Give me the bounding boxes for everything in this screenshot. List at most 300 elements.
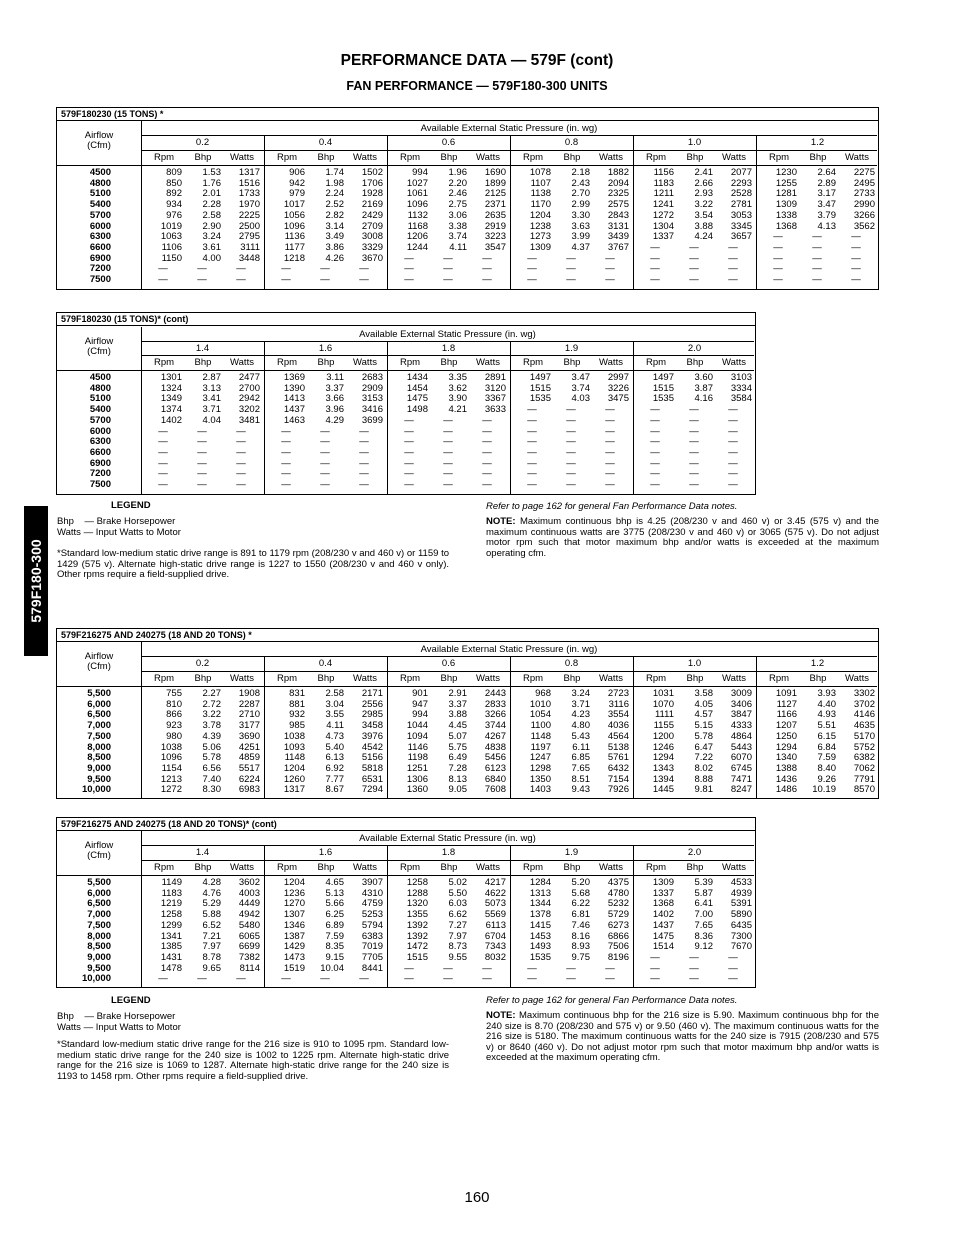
data-cell: 5.02 (448, 877, 467, 888)
data-cell: 6224 (238, 773, 260, 785)
data-cell: 1307 (283, 909, 305, 921)
airflow-value: 5400 (89, 199, 111, 211)
data-cell: 3690 (238, 730, 260, 742)
data-cell: 2.52 (325, 199, 344, 211)
data-cell: 901 (412, 688, 428, 699)
data-cell: 5.88 (202, 909, 221, 921)
data-column (675, 373, 713, 491)
data-cell: 3.58 (694, 688, 713, 699)
data-cell: 866 (166, 709, 182, 721)
data-cell: — (728, 425, 738, 437)
data-cell: 4.03 (571, 393, 590, 405)
data-cell: 3907 (361, 877, 383, 888)
airflow-value: 5100 (89, 393, 111, 405)
data-cell: 5.78 (694, 730, 713, 742)
data-cell: 4.26 (325, 252, 344, 264)
data-cell: — (197, 425, 207, 437)
airflow-value: 5,500 (87, 877, 111, 888)
data-cell: 7.65 (571, 762, 590, 774)
data-cell: 1107 (530, 177, 551, 189)
pressure-header: 1.6 (318, 343, 333, 354)
data-cell: 979 (289, 188, 305, 200)
column-header: Rpm (645, 673, 667, 684)
column-header: Bhp (440, 357, 458, 368)
data-cell: 1445 (652, 784, 674, 796)
column-header: Watts (353, 357, 377, 368)
data-cell: 3.06 (448, 209, 467, 221)
data-cell: 1061 (406, 188, 428, 200)
column-header: Bhp (440, 673, 458, 684)
data-cell: 2443 (484, 688, 506, 699)
data-cell: 2.24 (325, 188, 344, 200)
data-cell: — (236, 263, 246, 275)
data-cell: 1970 (238, 199, 260, 211)
data-cell: 2371 (484, 199, 506, 211)
data-cell: 3120 (484, 382, 506, 394)
data-cell: 1402 (652, 909, 674, 921)
data-cell: 881 (289, 698, 305, 710)
pressure-header: 1.2 (810, 658, 825, 669)
data-cell: 1403 (529, 784, 551, 796)
airflow-value: 4500 (89, 372, 111, 383)
data-cell: — (359, 479, 369, 491)
column-header: Bhp (686, 673, 704, 684)
data-cell: 1149 (161, 877, 182, 888)
data-cell: 2.66 (694, 177, 713, 189)
data-column (222, 168, 260, 286)
pressure-header: 1.4 (195, 847, 210, 858)
column-header: Bhp (686, 357, 704, 368)
data-cell: 1258 (160, 909, 182, 921)
pressure-header: 0.6 (441, 658, 456, 669)
data-cell: — (728, 457, 738, 469)
data-cell: 5456 (484, 752, 506, 764)
data-cell: — (236, 436, 246, 448)
data-cell: 7.59 (817, 752, 836, 764)
data-cell: 1100 (530, 720, 551, 732)
note-label: NOTE: (486, 1010, 516, 1021)
data-cell: 1063 (160, 231, 182, 243)
data-cell: 5.20 (571, 877, 590, 888)
column-header: Bhp (194, 862, 212, 873)
data-cell: 4217 (484, 877, 506, 888)
data-cell: — (689, 457, 699, 469)
pressure-header: 1.0 (687, 658, 702, 669)
pressure-header: 0.4 (318, 137, 333, 148)
data-cell: — (443, 973, 453, 985)
data-cell: 4.29 (325, 414, 344, 426)
data-cell: — (728, 951, 738, 963)
data-cell: 1238 (529, 220, 551, 232)
data-cell: 3.74 (571, 382, 590, 394)
data-cell: — (851, 231, 861, 243)
data-cell: 7.77 (325, 773, 344, 785)
data-cell: 3.78 (202, 720, 221, 732)
data-cell: 2.64 (817, 167, 836, 178)
airflow-column (57, 168, 111, 286)
data-cell: 1038 (283, 730, 305, 742)
column-header: Watts (599, 673, 623, 684)
data-cell: 7926 (607, 784, 629, 796)
data-cell: 10.04 (320, 962, 344, 974)
data-cell: 4622 (484, 887, 506, 899)
page-number: 160 (464, 1189, 490, 1206)
pressure-header: 1.8 (441, 343, 456, 354)
data-cell: 3.61 (202, 241, 221, 253)
column-header: Watts (722, 673, 746, 684)
data-cell: 2429 (361, 209, 383, 221)
airflow-value: 9,500 (87, 773, 111, 785)
footnote-drive-range: *Standard low-medium static drive range for the 216 size is 910 to 1095 rpm. Standard low-medium static drive range for the 240 size is 1002 to 1225 rpm. Alternate high-static drive range for the 216 size is 1069 to 1287. Alternate high-static drive range for the 240 size is 1193 to 1458 rpm. Other rpms require a field-supplied drive. (57, 1039, 449, 1082)
data-cell: 2942 (238, 393, 260, 405)
data-cell: 2.87 (202, 372, 221, 383)
data-cell: 2.18 (571, 167, 590, 178)
data-cell: 1096 (160, 752, 182, 764)
data-cell: — (773, 252, 783, 264)
data-cell: — (566, 436, 576, 448)
data-cell: 934 (166, 199, 182, 211)
data-cell: 1168 (407, 220, 428, 232)
data-cell: — (650, 479, 660, 491)
data-cell: — (443, 425, 453, 437)
data-cell: — (281, 468, 291, 480)
data-cell: 1437 (283, 404, 305, 416)
pressure-header: 0.8 (564, 658, 579, 669)
rule (141, 135, 877, 136)
data-cell: 5.39 (694, 877, 713, 888)
data-cell: 4449 (238, 898, 260, 910)
data-column (837, 168, 875, 286)
data-cell: 1434 (406, 372, 428, 383)
data-cell: 5.43 (571, 730, 590, 742)
column-header: Bhp (317, 357, 335, 368)
data-cell: 4.65 (325, 877, 344, 888)
data-cell: 6113 (485, 919, 506, 931)
data-cell: — (812, 263, 822, 275)
data-cell: 3458 (361, 720, 383, 732)
data-cell: 1690 (484, 167, 506, 178)
data-cell: 6.85 (571, 752, 590, 764)
data-cell: 5.15 (694, 720, 713, 732)
rule (141, 671, 877, 672)
data-cell: 1094 (406, 730, 428, 742)
data-cell: 7.97 (448, 930, 467, 942)
data-cell: 6.62 (448, 909, 467, 921)
data-cell: 3.24 (202, 231, 221, 243)
airflow-value: 6000 (89, 220, 111, 232)
data-cell: 2125 (484, 188, 506, 200)
data-column (759, 168, 797, 286)
data-cell: 2985 (361, 709, 383, 721)
data-cell: 7.46 (571, 919, 590, 931)
data-column (636, 373, 674, 491)
data-cell: 1204 (283, 877, 305, 888)
data-cell: — (605, 274, 615, 286)
data-cell: 1304 (652, 220, 674, 232)
column-header: Watts (476, 862, 500, 873)
data-cell: — (404, 446, 414, 458)
data-cell: 1313 (529, 887, 551, 899)
data-cell: — (728, 962, 738, 974)
column-header: Bhp (686, 862, 704, 873)
data-cell: — (566, 468, 576, 480)
column-header: Bhp (194, 673, 212, 684)
data-cell: 3334 (730, 382, 752, 394)
data-cell: — (527, 436, 537, 448)
data-cell: — (650, 263, 660, 275)
data-cell: 1183 (653, 177, 674, 189)
column-header: Watts (353, 152, 377, 163)
data-cell: — (359, 263, 369, 275)
data-cell: 1056 (283, 209, 305, 221)
data-cell: 1270 (283, 898, 305, 910)
data-cell: — (236, 973, 246, 985)
column-header: Rpm (645, 152, 667, 163)
legend-bhp: Bhp — Brake Horsepower (57, 516, 176, 527)
data-cell: 4310 (361, 887, 383, 899)
rule (756, 135, 757, 289)
data-cell: 5.50 (448, 887, 467, 899)
data-cell: 8.73 (448, 941, 467, 953)
data-cell: — (443, 414, 453, 426)
data-cell: — (650, 973, 660, 985)
data-cell: 7506 (607, 941, 629, 953)
data-cell: 892 (166, 188, 182, 200)
column-header: Bhp (563, 357, 581, 368)
data-cell: 942 (289, 177, 305, 189)
data-cell: 5443 (730, 741, 752, 753)
data-cell: — (281, 457, 291, 469)
data-cell: 4.93 (817, 709, 836, 721)
data-cell: 3131 (607, 220, 629, 232)
data-cell: 1341 (160, 930, 182, 942)
data-cell: 5.78 (202, 752, 221, 764)
data-cell: 1.53 (202, 167, 221, 178)
data-cell: 10.19 (812, 784, 836, 796)
data-cell: 6123 (484, 762, 506, 774)
data-cell: 3103 (730, 372, 752, 383)
column-header: Watts (722, 862, 746, 873)
airflow-value: 8,500 (87, 752, 111, 764)
max-note (486, 1011, 879, 1064)
data-cell: 2.90 (202, 220, 221, 232)
data-cell: — (404, 414, 414, 426)
data-cell: 1402 (160, 414, 182, 426)
data-cell: — (566, 274, 576, 286)
data-cell: 7670 (730, 941, 752, 953)
data-cell: 7062 (853, 762, 875, 774)
data-cell: 9.26 (817, 773, 836, 785)
data-cell: 6.92 (325, 762, 344, 774)
data-cell: 3633 (484, 404, 506, 416)
data-cell: 1255 (775, 177, 797, 189)
data-cell: 2.70 (571, 188, 590, 200)
airflow-value: 5,500 (87, 688, 111, 699)
data-cell: 2833 (484, 698, 506, 710)
data-cell: 1241 (652, 199, 674, 211)
max-note (486, 517, 879, 559)
column-header: Rpm (399, 673, 421, 684)
column-header: Bhp (440, 152, 458, 163)
data-cell: 1497 (652, 372, 674, 383)
data-cell: — (812, 231, 822, 243)
data-cell: 2710 (238, 709, 260, 721)
data-cell: — (359, 446, 369, 458)
column-header: Watts (599, 357, 623, 368)
data-cell: — (650, 404, 660, 416)
data-cell: 1204 (529, 209, 551, 221)
data-cell: 4759 (361, 898, 383, 910)
data-cell: 1337 (652, 887, 674, 899)
data-cell: — (689, 436, 699, 448)
data-cell: 3416 (361, 404, 383, 416)
data-cell: — (482, 479, 492, 491)
data-cell: 1281 (775, 188, 797, 200)
data-cell: 1515 (406, 951, 428, 963)
column-header: Bhp (809, 152, 827, 163)
data-column (267, 373, 305, 491)
rule (141, 656, 877, 657)
rule (264, 845, 265, 987)
data-cell: 8.16 (571, 930, 590, 942)
data-cell: 1317 (283, 784, 305, 796)
data-cell: — (482, 252, 492, 264)
data-cell: 4864 (730, 730, 752, 742)
airflow-value: 5100 (89, 188, 111, 200)
data-cell: 2919 (484, 220, 506, 232)
data-cell: 3475 (607, 393, 629, 405)
data-cell: 2.46 (448, 188, 467, 200)
data-cell: 2.58 (325, 688, 344, 699)
data-cell: 1247 (529, 752, 551, 764)
pressure-header: 1.9 (564, 847, 579, 858)
legend-watts: Watts — Input Watts to Motor (57, 1022, 181, 1033)
data-cell: 5.75 (448, 741, 467, 753)
data-cell: 3177 (238, 720, 260, 732)
data-cell: 1431 (160, 951, 182, 963)
data-cell: — (812, 241, 822, 253)
data-cell: 1301 (160, 372, 182, 383)
data-cell: — (236, 425, 246, 437)
data-cell: 3.37 (448, 698, 467, 710)
data-cell: 4.37 (571, 241, 590, 253)
data-cell: 2.82 (325, 209, 344, 221)
data-cell: 5.07 (448, 730, 467, 742)
data-cell: 7382 (238, 951, 260, 963)
esp-header: Available External Static Pressure (in. wg) (359, 833, 536, 844)
data-cell: — (320, 468, 330, 480)
data-cell: 3009 (730, 688, 752, 699)
data-cell: 1070 (652, 698, 674, 710)
data-cell: 2997 (607, 372, 629, 383)
data-cell: 1230 (775, 167, 797, 178)
data-cell: — (320, 436, 330, 448)
data-column (552, 373, 590, 491)
data-cell: 3266 (484, 709, 506, 721)
esp-header: Available External Static Pressure (in. wg) (359, 329, 536, 340)
data-cell: 6.03 (448, 898, 467, 910)
data-cell: 4.16 (694, 393, 713, 405)
data-cell: 1437 (652, 919, 674, 931)
data-cell: 4635 (853, 720, 875, 732)
data-cell: — (527, 446, 537, 458)
data-column (183, 689, 221, 796)
legend-title: LEGEND (111, 500, 151, 511)
column-header: Rpm (153, 357, 175, 368)
data-cell: 4.05 (694, 698, 713, 710)
data-cell: 1368 (775, 220, 797, 232)
data-cell: — (773, 274, 783, 286)
data-cell: 1733 (238, 188, 260, 200)
data-cell: — (158, 263, 168, 275)
data-cell: — (236, 274, 246, 286)
data-cell: 4859 (238, 752, 260, 764)
data-cell: — (236, 468, 246, 480)
column-header: Watts (230, 862, 254, 873)
data-cell: 1155 (653, 720, 674, 732)
fan-table-216275-240275-cont (56, 817, 756, 988)
data-cell: 6745 (730, 762, 752, 774)
data-cell: 1138 (530, 188, 551, 200)
data-cell: — (281, 973, 291, 985)
data-cell: 8247 (730, 784, 752, 796)
data-cell: — (443, 457, 453, 469)
data-column (513, 689, 551, 796)
airflow-header: Airflow (Cfm) (84, 130, 114, 151)
data-cell: 7.28 (448, 762, 467, 774)
column-header: Rpm (399, 862, 421, 873)
pressure-header: 2.0 (687, 343, 702, 354)
data-cell: 6273 (607, 919, 629, 931)
data-cell: — (197, 468, 207, 480)
data-cell: 4.00 (202, 252, 221, 264)
data-cell: 4939 (730, 887, 752, 899)
data-cell: 1206 (406, 231, 428, 243)
data-cell: 1154 (161, 762, 182, 774)
data-cell: 7294 (361, 784, 383, 796)
data-cell: 1019 (160, 220, 182, 232)
data-cell: — (527, 973, 537, 985)
data-cell: 1096 (406, 199, 428, 211)
data-cell: 2.01 (202, 188, 221, 200)
data-cell: — (689, 479, 699, 491)
rule (756, 656, 757, 798)
data-cell: 8.93 (571, 941, 590, 953)
data-column (552, 689, 590, 796)
data-cell: — (605, 263, 615, 275)
data-cell: 1031 (652, 688, 674, 699)
data-cell: — (482, 457, 492, 469)
column-header: Bhp (440, 862, 458, 873)
column-header: Rpm (768, 673, 790, 684)
column-header: Watts (230, 152, 254, 163)
airflow-value: 6900 (89, 252, 111, 264)
data-cell: 6.11 (572, 741, 590, 753)
data-cell: 1218 (283, 252, 305, 264)
data-cell: 1475 (406, 393, 428, 405)
pressure-header: 0.2 (195, 658, 210, 669)
data-cell: 2325 (607, 188, 629, 200)
data-cell: 1250 (775, 730, 797, 742)
data-cell: — (281, 436, 291, 448)
data-cell: 3448 (238, 252, 260, 264)
data-cell: 3670 (361, 252, 383, 264)
data-column (429, 373, 467, 491)
data-cell: 1309 (529, 241, 551, 253)
data-cell: — (158, 468, 168, 480)
data-cell: 4.57 (694, 709, 713, 721)
airflow-value: 6300 (89, 436, 111, 448)
